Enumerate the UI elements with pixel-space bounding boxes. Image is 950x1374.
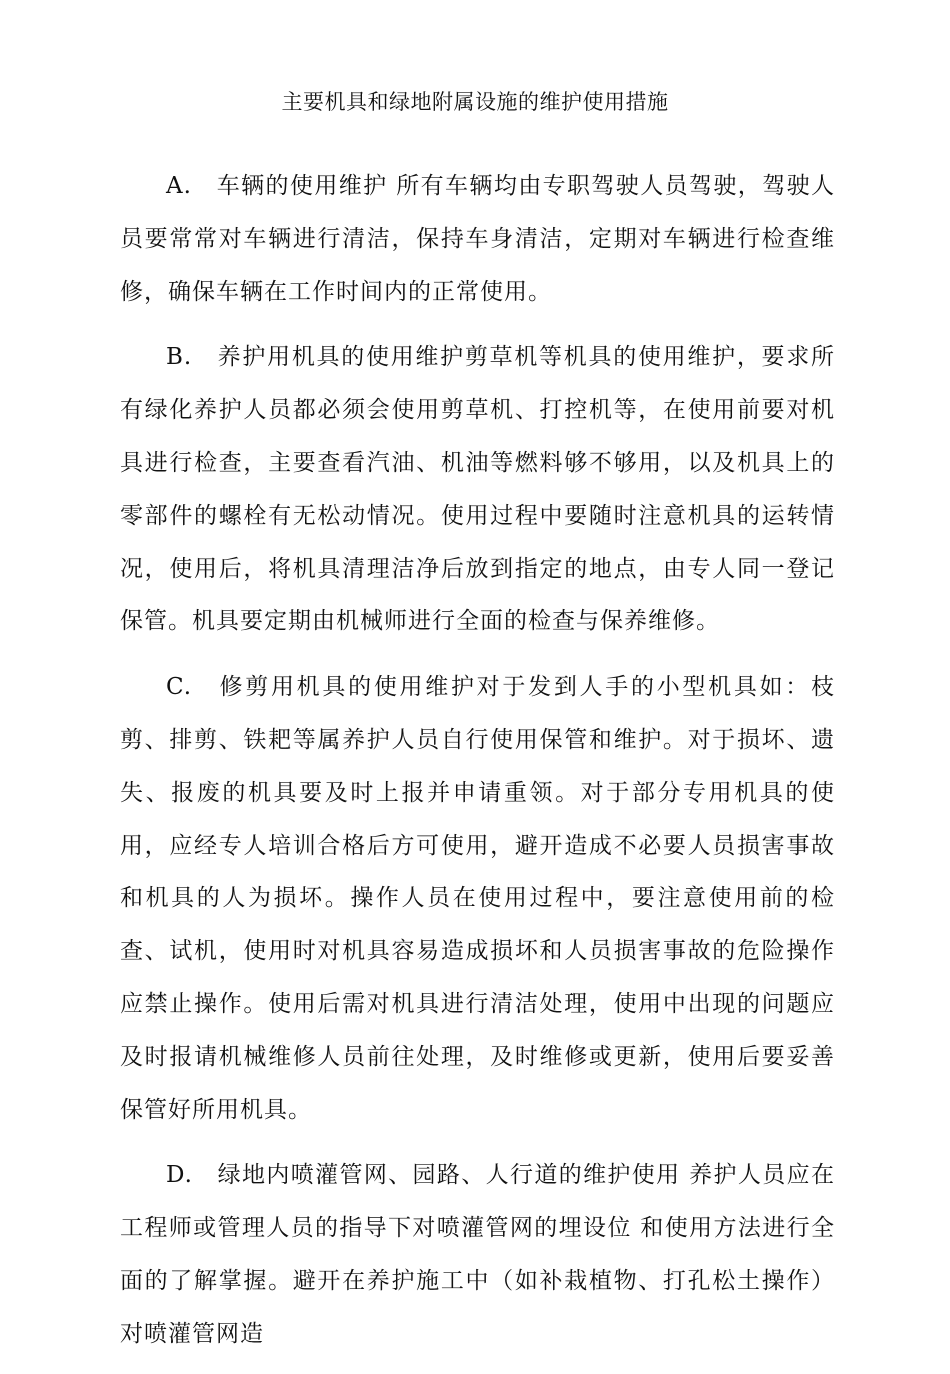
document-title: 主要机具和绿地附属设施的维护使用措施 xyxy=(281,90,669,114)
paragraph-d-irrigation-and-paths: D. 绿地内喷灌管网、园路、人行道的维护使用 养护人员应在工程师或管理人员的指导下对喷灌管网的埋设位 和使用方法进行全面的了解掌握。避开在养护施工中（如补栽植物、打孔松土操作）对喷灌管网造 xyxy=(120,1162,835,1347)
paragraph-c-pruning-machinery: C. 修剪用机具的使用维护对于发到人手的小型机具如：枝剪、排剪、铁耙等属养护人员自行使用保管和维护。对于损坏、遗失、报废的机具要及时上报并申请重领。对于部分专用机具的使用，应经专人培训合格后方可使用，避开造成不必要人员损害事故和机具的人为损坏。操作人员在使用过程中，要注意使用前的检查、试机，使用时对机具容易造成损坏和人员损害事故的危险操作应禁止操作。使用后需对机具进行清洁处理，使用中出现的问题应及时报请机械维修人员前往处理，及时维修或更新，使用后要妥善保管好所用机具。 xyxy=(120,674,835,1123)
paragraph-a-vehicle-maintenance: A. 车辆的使用维护 所有车辆均由专职驾驶人员驾驶，驾驶人员要常常对车辆进行清洁，保持车身清洁，定期对车辆进行检查维修，确保车辆在工作时间内的正常使用。 xyxy=(120,173,835,305)
paragraph-b-maintenance-machinery: B. 养护用机具的使用维护剪草机等机具的使用维护，要求所有绿化养护人员都必须会使用剪草机、打控机等，在使用前要对机具进行检查，主要查看汽油、机油等燃料够不够用，以及机具上的零部件的螺栓有无松动情况。使用过程中要随时注意机具的运转情况，使用后，将机具清理洁净后放到指定的地点，由专人同一登记保管。机具要定期由机械师进行全面的检查与保养维修。 xyxy=(120,344,835,635)
document-body xyxy=(120,160,835,1374)
